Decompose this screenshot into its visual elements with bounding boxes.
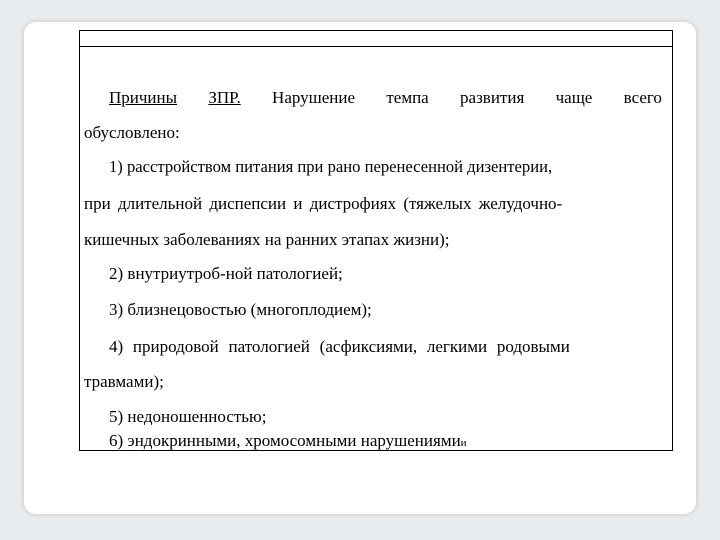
list-item-2: 2) внутриутроб-ной патологией; [109, 264, 343, 283]
list-item-3: 3) близнецовостью (многоплодием); [109, 300, 372, 319]
paragraph-first-line [109, 88, 662, 108]
word-narushenie: Нарушение [272, 88, 356, 107]
list-item-6 [109, 431, 467, 453]
list-item-1-line-2: при длительной диспепсии и дистрофиях (тяжелых желудочно- [84, 194, 563, 213]
word-chashche: чаще [555, 88, 593, 107]
list-item-1-line-1: 1) расстройством питания при рано перенесенной дизентерии, [109, 157, 553, 176]
document-frame [79, 30, 673, 451]
list-item-6-text: 6) эндокринными, хромосомными нарушениями [109, 431, 461, 450]
word-tempa: темпа [386, 88, 429, 107]
list-item-4-line-1: 4) природовой патологией (асфиксиями, легкими родовыми [109, 337, 570, 356]
list-item-1-line-3: кишечных заболеваниях на ранних этапах жизни); [84, 230, 450, 249]
document-header-row [80, 31, 672, 47]
list-item-4-line-2: травмами); [84, 372, 164, 391]
word-vsego: всего [623, 88, 662, 107]
word-prichiny: Причины [109, 88, 178, 107]
paragraph-continuation: обусловлено: [84, 123, 180, 142]
word-razvitiya: развития [460, 88, 525, 107]
list-item-6-tail: и [460, 437, 467, 449]
word-zpr: ЗПР. [208, 88, 241, 107]
list-item-5: 5) недоношенностью; [109, 407, 267, 426]
